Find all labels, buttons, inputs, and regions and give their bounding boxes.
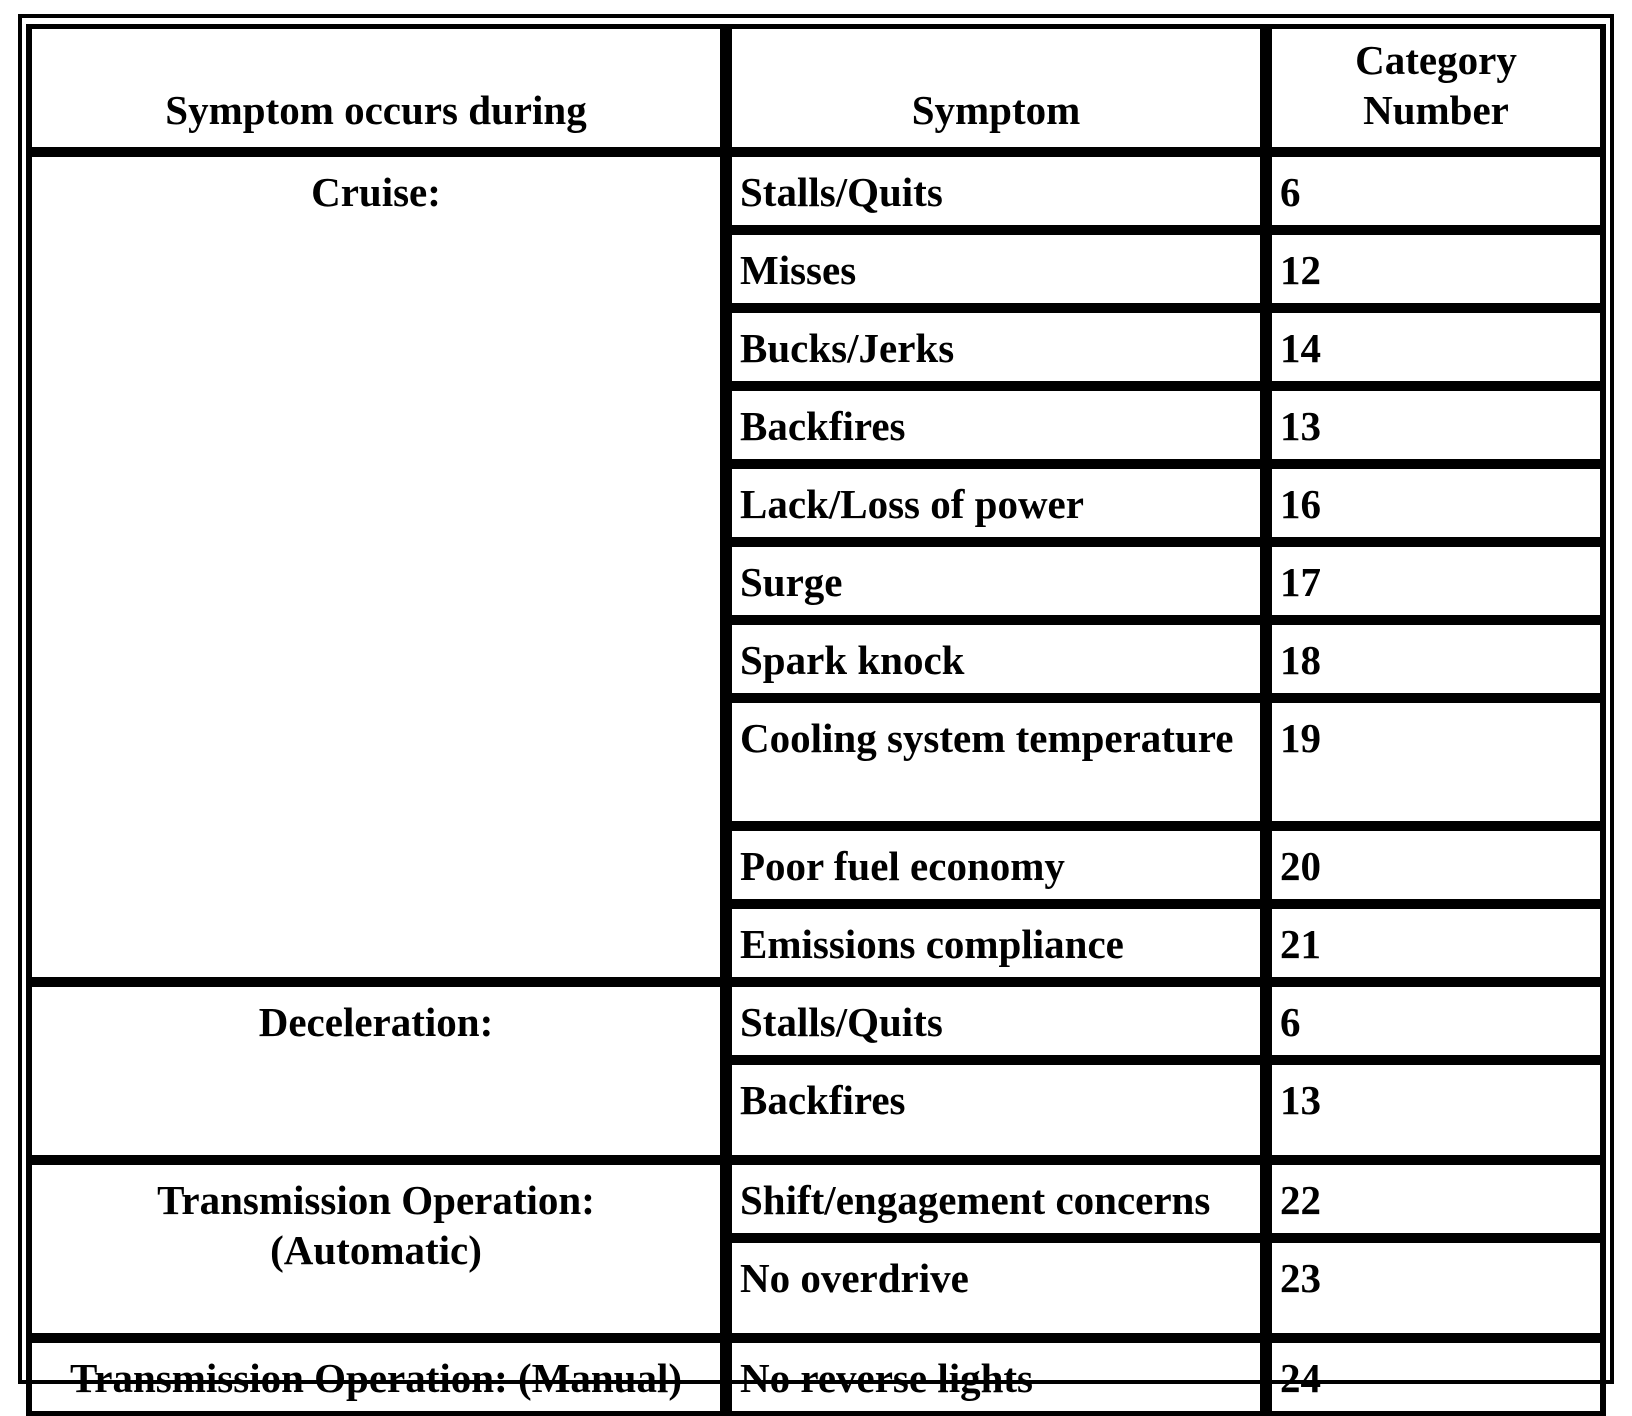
category-cell: 13 [1266, 386, 1606, 464]
symptom-category-table [26, 24, 1606, 1416]
symptom-cell: Bucks/Jerks [726, 308, 1266, 386]
symptom-cell: Stalls/Quits [726, 152, 1266, 230]
symptom-cell: No overdrive [726, 1238, 1266, 1338]
header-category-line2: Number [1363, 87, 1509, 133]
group-label: Transmission Operation: (Manual) [70, 1355, 682, 1401]
header-row [26, 24, 1606, 152]
header-occurs-during: Symptom occurs during [26, 24, 726, 152]
symptom-cell: Poor fuel economy [726, 826, 1266, 904]
group-label: Deceleration: [258, 999, 494, 1045]
symptom-cell: Shift/engagement concerns [726, 1160, 1266, 1238]
table-frame [18, 14, 1614, 1401]
group-label: Cruise: [311, 169, 441, 215]
symptom-cell: No reverse lights [726, 1338, 1266, 1416]
category-cell: 13 [1266, 1060, 1606, 1160]
table-row [26, 1160, 1606, 1238]
category-cell: 22 [1266, 1160, 1606, 1238]
category-cell: 23 [1266, 1238, 1606, 1338]
category-cell: 6 [1266, 982, 1606, 1060]
category-cell: 17 [1266, 542, 1606, 620]
header-symptom: Symptom [726, 24, 1266, 152]
category-cell: 19 [1266, 698, 1606, 826]
symptom-cell: Backfires [726, 1060, 1266, 1160]
symptom-cell: Surge [726, 542, 1266, 620]
symptom-cell: Lack/Loss of power [726, 464, 1266, 542]
category-cell: 6 [1266, 152, 1606, 230]
header-category-number [1266, 24, 1606, 152]
table-row [26, 152, 1606, 230]
category-cell: 16 [1266, 464, 1606, 542]
symptom-cell: Backfires [726, 386, 1266, 464]
category-cell: 20 [1266, 826, 1606, 904]
table-row [26, 982, 1606, 1060]
group-label-line1: Transmission Operation: [157, 1177, 595, 1223]
symptom-cell: Cooling system temperature [726, 698, 1266, 826]
category-cell: 14 [1266, 308, 1606, 386]
header-category-line1: Category [1355, 37, 1517, 83]
group-label-line2: (Automatic) [270, 1227, 482, 1273]
category-cell: 21 [1266, 904, 1606, 982]
symptom-cell: Emissions compliance [726, 904, 1266, 982]
category-cell: 12 [1266, 230, 1606, 308]
group-cell-transmission-automatic [26, 1160, 726, 1338]
group-cell-transmission-manual [26, 1338, 726, 1416]
symptom-cell: Spark knock [726, 620, 1266, 698]
symptom-cell: Misses [726, 230, 1266, 308]
group-cell-deceleration [26, 982, 726, 1160]
symptom-cell: Stalls/Quits [726, 982, 1266, 1060]
category-cell: 24 [1266, 1338, 1606, 1416]
category-cell: 18 [1266, 620, 1606, 698]
table-row [26, 1338, 1606, 1416]
group-cell-cruise [26, 152, 726, 982]
